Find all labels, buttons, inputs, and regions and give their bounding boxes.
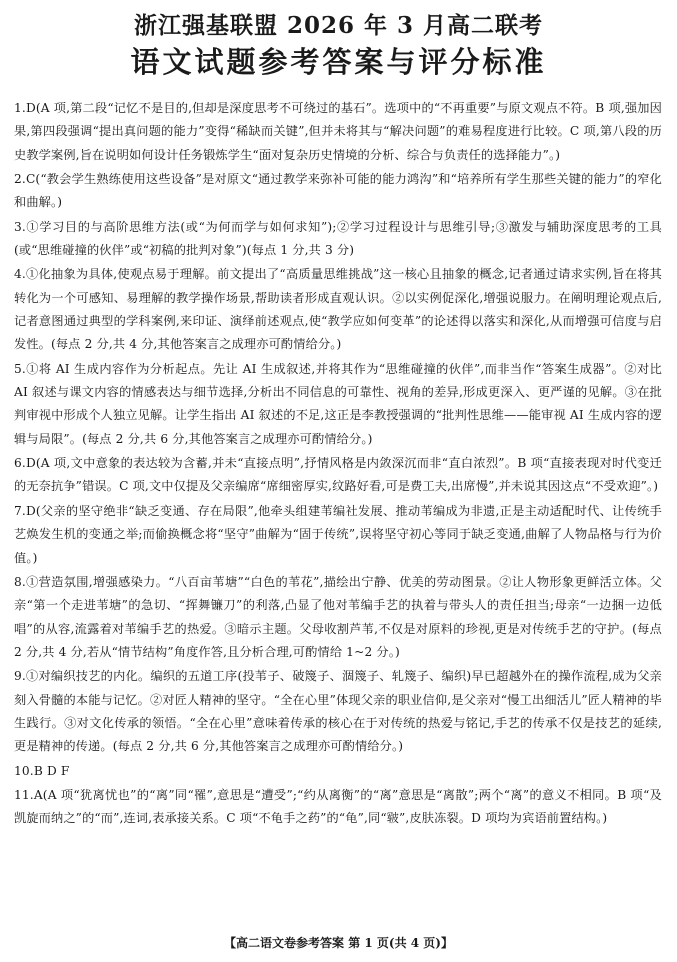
answer-number: 9. [14,669,26,684]
answer-text: ①学习目的与高阶思维方法(或“为何而学与如何求知”);②学习过程设计与思维引导;③激发与辅助深度思考的工具(或“思维碰撞的伙伴”或“初稿的批判对象”)(每点 1 分,共 3 分) [14,219,662,258]
answer-item-7 [14,500,662,570]
answer-number: 10. [14,763,34,778]
answer-item-2 [14,168,662,215]
answer-text: D(A 项,第二段“记忆不是目的,但却是深度思考不可绕过的基石”。选项中的“不再重要”与原文观点不符。B 项,强加因果,第四段强调“提出真问题的能力”变得“稀缺而关键”,但并未将其与“解决问题”的难易程度进行比较。C 项,第八段的历史教学案例,旨在说明如何设计任务锻炼学生“面对复杂历史情境的分析、综合与负责任的选择能力”。) [14,101,662,162]
answer-number: 8. [14,574,26,589]
answer-item-8 [14,571,662,665]
answer-text: A(A 项“犹离忧也”的“离”同“罹”,意思是“遭受”;“约从离衡”的“离”意思是“离散”;两个“离”的意义不相同。B 项“及凯旋而纳之”的“而”,连词,表承接关系。C 项“不龟手之药”的“龟”,同“皲”,皮肤冻裂。D 项均为宾语前置结构。) [14,787,662,826]
answer-item-10 [14,760,662,783]
answer-number: 3. [14,219,26,234]
answer-text: ①营造氛围,增强感染力。“八百亩苇塘”“白色的苇花”,描绘出宁静、优美的劳动图景。②让人物形象更鲜活立体。父亲“第一个走进苇塘”的急切、“挥舞镰刀”的利落,凸显了他对苇编手艺的执着与带头人的责任担当;母亲“一边捆一边低唱”的从容,流露着对苇编手艺的热爱。③暗示主题。父母收割芦苇,不仅是对原料的珍视,更是对传统手艺的守护。(每点 2 分,共 4 分,若从“情节结构”角度作答,且分析合理,可酌情给 1~2 分。) [14,574,662,659]
answer-item-9 [14,665,662,759]
answer-text: ①对编织技艺的内化。编织的五道工序(投苇子、破篾子、涸篾子、轧篾子、编织)早已超越外在的操作流程,成为父亲刻入骨髓的本能与记忆。②对匠人精神的坚守。“全在心里”体现父亲的职业信仰,是父亲对“慢工出细活儿”匠人精神的毕生践行。③对文化传承的领悟。“全在心里”意味着传承的核心在于对传统的热爱与铭记,手艺的传承不仅是技艺的延续,更是精神的传递。(每点 2 分,共 6 分,其他答案言之成理亦可酌情给分。) [14,669,662,754]
answer-number: 6. [14,456,26,471]
answer-item-3 [14,216,662,263]
exam-title: 浙江强基联盟 2026 年 3 月高二联考 [133,12,544,39]
answer-number: 11. [14,787,34,802]
answer-item-5 [14,358,662,452]
answer-number: 2. [14,172,26,187]
answer-number: 5. [14,361,26,376]
answer-text: ①化抽象为具体,使观点易于理解。前文提出了“高质量思维挑战”这一核心且抽象的概念,记者通过请求实例,旨在将其转化为一个可感知、易理解的教学操作场景,帮助读者形成直观认识。②以实例促深化,增强说服力。在阐明理论观点后,记者意图通过典型的学科案例,来印证、演绎前述观点,使“教学应如何变革”的论述得以落实和深化,从而增强可信度与启发性。(每点 2 分,共 4 分,其他答案言之成理亦可酌情给分。) [14,267,662,352]
answer-number: 4. [14,267,26,282]
answer-number: 1. [14,101,26,115]
answer-text: D(A 项,文中意象的表达较为含蓄,并未“直接点明”,抒情风格是内敛深沉而非“直白浓烈”。B 项“直接表现对时代变迁的无奈抗争”错误。C 项,文中仅提及父亲编席“席细密厚实,纹路好看,可是费工夫,出席慢”,并未说其因这点“不受欢迎”。) [14,456,662,494]
page-footer: 【高二语文卷参考答案 第 1 页(共 4 页)】 [224,936,453,950]
answer-text: B D F [33,763,70,778]
answer-item-4 [14,263,662,357]
answer-text: D(父亲的坚守绝非“缺乏变通、存在局限”,他牵头组建苇编社发展、推动苇编成为非遗,正是主动适配时代、让传统手艺焕发生机的变通之举;而偷换概念将“坚守”曲解为“固于传统”,误将坚守初心等同于缺乏变通,曲解了人物品格与行为价值。) [14,503,662,565]
answer-number: 7. [14,503,26,518]
answer-item-6 [14,452,662,499]
answer-item-1 [14,97,662,167]
document-title: 语文试题参考答案与评分标准 [130,45,547,79]
answer-list [14,97,662,831]
answer-text: ①将 AI 生成内容作为分析起点。先让 AI 生成叙述,并将其作为“思维碰撞的伙伴”,而非当作“答案生成器”。②对比 AI 叙述与课文内容的情感表达与细节选择,分析出不同信息的可靠性、视角的差异,形成更深入、更严谨的见解。③在批判审视中形成个人独立见解。让学生指出 AI 叙述的不足,这正是李教授强调的“批判性思维——能审视 AI 生成内容的逻辑与局限”。(每点 2 分,共 6 分,其他答案言之成理亦可酌情给分。) [14,361,663,446]
answer-text: C(“教会学生熟练使用这些设备”是对原文“通过教学来弥补可能的能力鸿沟”和“培养所有学生那些关键的能力”的窄化和曲解。) [14,172,662,210]
answer-item-11 [14,784,662,831]
